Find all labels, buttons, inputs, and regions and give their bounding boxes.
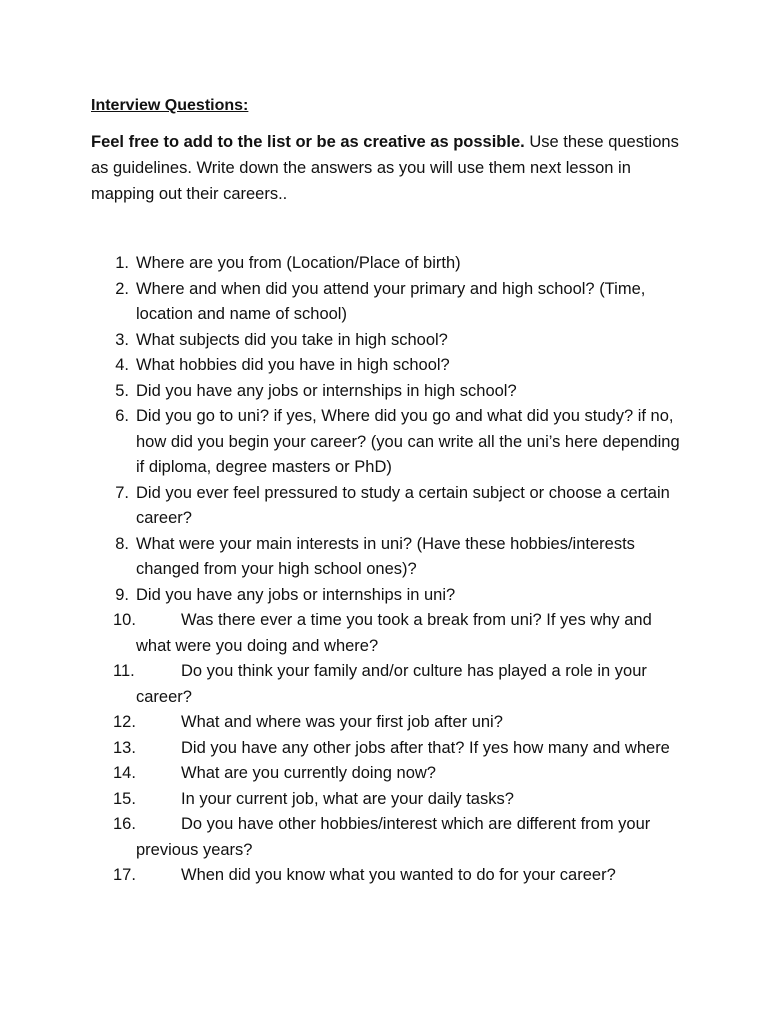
list-item (91, 710, 691, 736)
question-text: Where are you from (Location/Place of birth) (136, 254, 461, 272)
question-number: 3. (115, 330, 129, 349)
list-item (91, 787, 691, 813)
list-item (91, 379, 691, 405)
list-item (91, 481, 691, 532)
list-item (91, 863, 691, 889)
question-number: 14. (113, 764, 136, 782)
list-item (91, 328, 691, 354)
intro-text: Use these questions as guidelines. Write down the answers as you will use them next lesson in mapping out their careers.. (91, 133, 679, 203)
list-item (91, 583, 691, 609)
question-number: 1. (115, 254, 129, 272)
question-text: In your current job, what are your daily tasks? (181, 789, 514, 808)
question-number: 2. (115, 279, 129, 298)
question-list (91, 251, 691, 889)
question-text: What were your main interests in uni? (Have these hobbies/interests changed from your high school ones)? (136, 534, 635, 578)
question-text: Did you go to uni? if yes, Where did you go and what did you study? if no, how did you begin your career? (you can write all the uni’s here depending if diploma, degree masters or PhD) (136, 407, 680, 476)
question-text: What subjects did you take in high school? (136, 330, 448, 349)
list-item (91, 608, 691, 659)
question-text: Do you have other hobbies/interest which are different from your previous years? (136, 815, 651, 859)
question-number: 4. (115, 356, 129, 374)
list-item (91, 251, 691, 277)
list-item (91, 404, 691, 481)
question-number: 13. (113, 738, 136, 757)
question-text: Did you have any other jobs after that? If yes how many and where (181, 738, 670, 757)
question-text: When did you know what you wanted to do for your career? (181, 866, 616, 884)
question-text: Was there ever a time you took a break from uni? If yes why and what were you doing and where? (136, 611, 652, 655)
question-text: Where and when did you attend your primary and high school? (Time, location and name of school) (136, 279, 646, 323)
question-number: 15. (113, 789, 136, 808)
question-text: Did you have any jobs or internships in high school? (136, 381, 517, 400)
intro-paragraph (91, 129, 686, 207)
question-text: What are you currently doing now? (181, 764, 436, 782)
question-number: 8. (115, 534, 129, 553)
question-number: 17. (113, 866, 136, 884)
list-item (91, 736, 691, 762)
question-text: Did you ever feel pressured to study a certain subject or choose a certain career? (136, 483, 670, 527)
question-text: Did you have any jobs or internships in uni? (136, 585, 456, 604)
question-text: What and where was your first job after uni? (181, 713, 503, 731)
question-number: 5. (115, 381, 129, 400)
question-number: 12. (113, 713, 136, 731)
list-item (91, 532, 691, 583)
document-title: Interview Questions: (91, 97, 249, 114)
document-page (91, 95, 691, 884)
list-item (91, 659, 691, 710)
list-item (91, 812, 691, 863)
list-item (91, 277, 691, 328)
question-number: 6. (115, 407, 129, 425)
question-number: 16. (113, 815, 136, 833)
question-number: 9. (115, 585, 129, 604)
intro-bold-text: Feel free to add to the list or be as creative as possible. (91, 133, 525, 151)
list-item (91, 353, 691, 379)
question-number: 11. (113, 662, 135, 680)
question-text: What hobbies did you have in high school? (136, 356, 450, 374)
question-number: 10. (113, 611, 136, 629)
question-number: 7. (115, 483, 129, 502)
list-item (91, 761, 691, 787)
question-text: Do you think your family and/or culture has played a role in your career? (136, 662, 647, 706)
